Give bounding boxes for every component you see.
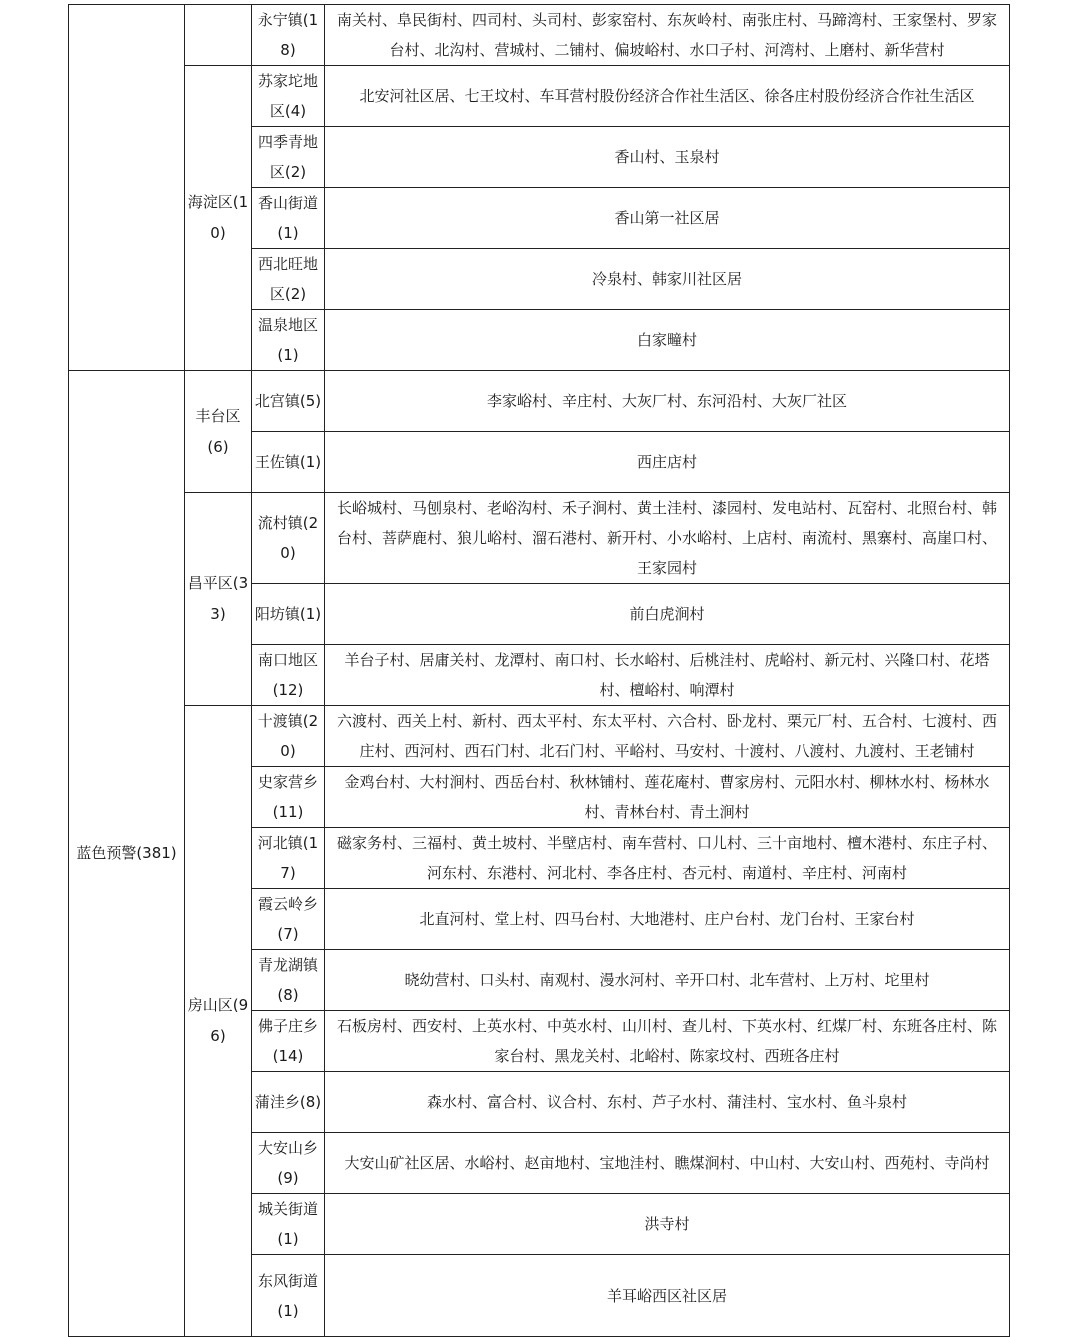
district-cell-haidian: 海淀区(10) xyxy=(185,66,252,371)
town-cell: 永宁镇(18) xyxy=(252,5,325,66)
villages-cell: 大安山矿社区居、水峪村、赵亩地村、宝地洼村、瞧煤涧村、中山村、大安山村、西苑村、寺尚村 xyxy=(325,1133,1010,1194)
district-cell-empty xyxy=(185,5,252,66)
warning-level-cell: 蓝色预警(381) xyxy=(69,371,185,1337)
town-cell: 河北镇(17) xyxy=(252,828,325,889)
table-row xyxy=(69,5,1010,66)
town-cell: 十渡镇(20) xyxy=(252,706,325,767)
town-cell: 温泉地区(1) xyxy=(252,310,325,371)
villages-cell: 前白虎涧村 xyxy=(325,584,1010,645)
villages-cell: 六渡村、西关上村、新村、西太平村、东太平村、六合村、卧龙村、栗元厂村、五合村、七渡村、西庄村、西河村、西石门村、北石门村、平峪村、马安村、十渡村、八渡村、九渡村、王老铺村 xyxy=(325,706,1010,767)
town-cell: 香山街道(1) xyxy=(252,188,325,249)
town-cell: 阳坊镇(1) xyxy=(252,584,325,645)
villages-cell: 西庄店村 xyxy=(325,432,1010,493)
villages-cell: 北安河社区居、七王坟村、车耳营村股份经济合作社生活区、徐各庄村股份经济合作社生活区 xyxy=(325,66,1010,127)
villages-cell: 香山第一社区居 xyxy=(325,188,1010,249)
villages-cell: 香山村、玉泉村 xyxy=(325,127,1010,188)
villages-cell: 羊台子村、居庸关村、龙潭村、南口村、长水峪村、后桃洼村、虎峪村、新元村、兴隆口村、花塔村、檀峪村、响潭村 xyxy=(325,645,1010,706)
villages-cell: 冷泉村、韩家川社区居 xyxy=(325,249,1010,310)
warning-villages-table xyxy=(68,4,1010,1337)
villages-cell: 石板房村、西安村、上英水村、中英水村、山川村、查儿村、下英水村、红煤厂村、东班各庄村、陈家台村、黑龙关村、北峪村、陈家坟村、西班各庄村 xyxy=(325,1011,1010,1072)
town-cell: 王佐镇(1) xyxy=(252,432,325,493)
district-cell-fengtai: 丰台区(6) xyxy=(185,371,252,493)
villages-cell: 白家疃村 xyxy=(325,310,1010,371)
town-cell: 四季青地区(2) xyxy=(252,127,325,188)
town-cell: 东风街道(1) xyxy=(252,1255,325,1337)
table-row xyxy=(69,706,1010,767)
villages-cell: 羊耳峪西区社区居 xyxy=(325,1255,1010,1337)
town-cell: 蒲洼乡(8) xyxy=(252,1072,325,1133)
villages-cell: 李家峪村、辛庄村、大灰厂村、东河沿村、大灰厂社区 xyxy=(325,371,1010,432)
villages-cell: 南关村、阜民街村、四司村、头司村、彭家窑村、东灰岭村、南张庄村、马蹄湾村、王家堡村、罗家台村、北沟村、营城村、二铺村、偏坡峪村、水口子村、河湾村、上磨村、新华营村 xyxy=(325,5,1010,66)
table-row xyxy=(69,66,1010,127)
villages-cell: 北直河村、堂上村、四马台村、大地港村、庄户台村、龙门台村、王家台村 xyxy=(325,889,1010,950)
town-cell: 西北旺地区(2) xyxy=(252,249,325,310)
villages-cell: 洪寺村 xyxy=(325,1194,1010,1255)
town-cell: 青龙湖镇(8) xyxy=(252,950,325,1011)
town-cell: 佛子庄乡(14) xyxy=(252,1011,325,1072)
town-cell: 流村镇(20) xyxy=(252,493,325,584)
town-cell: 大安山乡(9) xyxy=(252,1133,325,1194)
town-cell: 霞云岭乡(7) xyxy=(252,889,325,950)
town-cell: 城关街道(1) xyxy=(252,1194,325,1255)
district-cell-fangshan: 房山区(96) xyxy=(185,706,252,1337)
town-cell: 史家营乡(11) xyxy=(252,767,325,828)
town-cell: 苏家坨地区(4) xyxy=(252,66,325,127)
villages-cell: 晓幼营村、口头村、南观村、漫水河村、辛开口村、北车营村、上万村、坨里村 xyxy=(325,950,1010,1011)
level-cell-empty xyxy=(69,5,185,371)
table-row xyxy=(69,371,1010,432)
district-cell-changping: 昌平区(33) xyxy=(185,493,252,706)
villages-cell: 长峪城村、马刨泉村、老峪沟村、禾子涧村、黄土洼村、漆园村、发电站村、瓦窑村、北照台村、韩台村、菩萨鹿村、狼儿峪村、溜石港村、新开村、小水峪村、上店村、南流村、黑寨村、高崖口村、王家园村 xyxy=(325,493,1010,584)
town-cell: 北宫镇(5) xyxy=(252,371,325,432)
town-cell: 南口地区(12) xyxy=(252,645,325,706)
villages-cell: 磁家务村、三福村、黄土坡村、半壁店村、南车营村、口儿村、三十亩地村、檀木港村、东庄子村、河东村、东港村、河北村、李各庄村、杏元村、南道村、辛庄村、河南村 xyxy=(325,828,1010,889)
table-row xyxy=(69,493,1010,584)
villages-cell: 金鸡台村、大村涧村、西岳台村、秋林铺村、莲花庵村、曹家房村、元阳水村、柳林水村、杨林水村、青林台村、青土涧村 xyxy=(325,767,1010,828)
villages-cell: 森水村、富合村、议合村、东村、芦子水村、蒲洼村、宝水村、鱼斗泉村 xyxy=(325,1072,1010,1133)
